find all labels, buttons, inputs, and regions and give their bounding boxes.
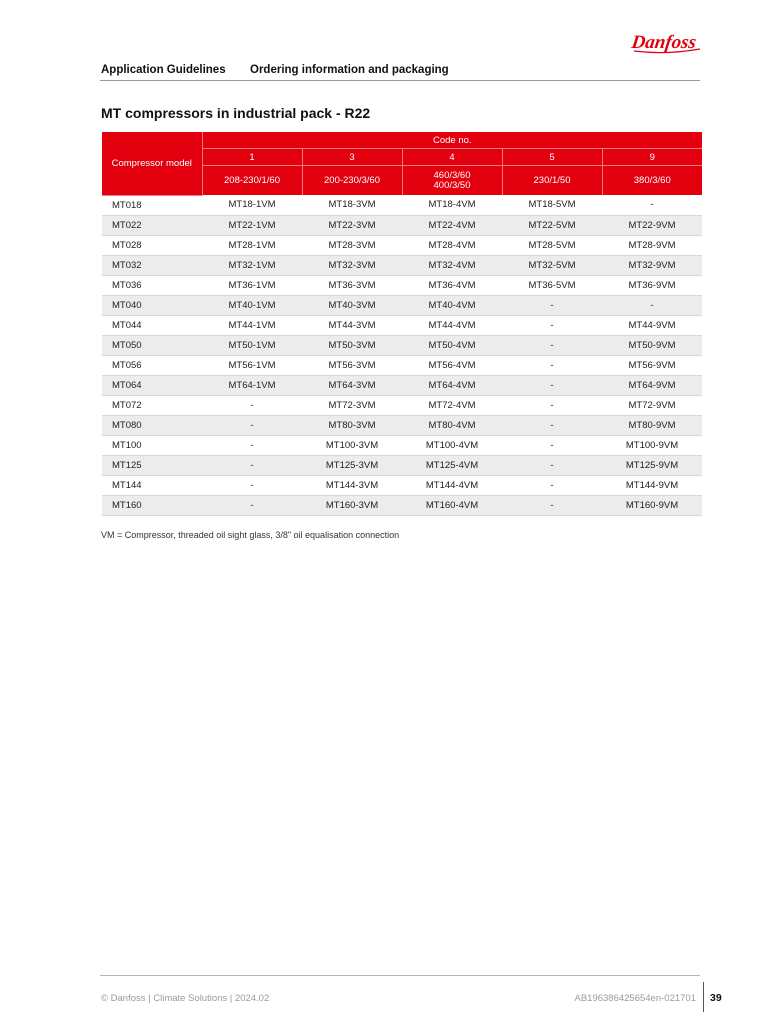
- model-cell: MT036: [102, 275, 202, 295]
- code-cell: MT160-9VM: [602, 495, 702, 515]
- code-cell: -: [202, 495, 302, 515]
- code-cell: MT56-1VM: [202, 355, 302, 375]
- table-row: [102, 495, 702, 515]
- code-cell: -: [502, 355, 602, 375]
- code-cell: MT36-3VM: [302, 275, 402, 295]
- code-cell: -: [202, 395, 302, 415]
- table-row: [102, 195, 702, 215]
- code-cell: MT36-5VM: [502, 275, 602, 295]
- code-cell: MT64-3VM: [302, 375, 402, 395]
- voltage-column-header: 200-230/3/60: [302, 166, 402, 196]
- table-row: [102, 275, 702, 295]
- table-footnote: VM = Compressor, threaded oil sight glass, 3/8" oil equalisation connection: [101, 530, 400, 540]
- code-cell: MT72-3VM: [302, 395, 402, 415]
- code-cell: MT28-1VM: [202, 235, 302, 255]
- code-cell: MT36-4VM: [402, 275, 502, 295]
- code-cell: MT144-4VM: [402, 475, 502, 495]
- code-cell: -: [502, 315, 602, 335]
- code-cell: MT64-9VM: [602, 375, 702, 395]
- code-cell: MT56-3VM: [302, 355, 402, 375]
- table-row: [102, 335, 702, 355]
- code-cell: MT72-4VM: [402, 395, 502, 415]
- code-cell: MT56-9VM: [602, 355, 702, 375]
- section-name: Ordering information and packaging: [250, 64, 449, 76]
- code-cell: MT50-4VM: [402, 335, 502, 355]
- code-column-header: 5: [502, 149, 602, 166]
- footer-separator: [703, 982, 704, 1012]
- model-cell: MT072: [102, 395, 202, 415]
- code-cell: MT100-3VM: [302, 435, 402, 455]
- code-cell: MT22-5VM: [502, 215, 602, 235]
- table-row: [102, 315, 702, 335]
- code-cell: MT144-3VM: [302, 475, 402, 495]
- code-cell: MT32-9VM: [602, 255, 702, 275]
- code-cell: MT36-9VM: [602, 275, 702, 295]
- footer-divider: [100, 975, 700, 976]
- document-type: Application Guidelines: [101, 64, 226, 76]
- code-cell: MT50-1VM: [202, 335, 302, 355]
- model-cell: MT160: [102, 495, 202, 515]
- code-cell: MT18-5VM: [502, 195, 602, 215]
- code-cell: MT44-9VM: [602, 315, 702, 335]
- code-cell: MT50-9VM: [602, 335, 702, 355]
- code-cell: MT100-4VM: [402, 435, 502, 455]
- table-row: [102, 235, 702, 255]
- voltage-column-header: 460/3/60 400/3/50: [402, 166, 502, 196]
- code-cell: -: [502, 455, 602, 475]
- code-cell: MT40-1VM: [202, 295, 302, 315]
- table-row: [102, 455, 702, 475]
- code-column-header: 9: [602, 149, 702, 166]
- model-cell: MT028: [102, 235, 202, 255]
- code-cell: MT80-3VM: [302, 415, 402, 435]
- code-cell: MT32-5VM: [502, 255, 602, 275]
- code-cell: MT36-1VM: [202, 275, 302, 295]
- code-cell: MT22-3VM: [302, 215, 402, 235]
- code-cell: MT22-9VM: [602, 215, 702, 235]
- voltage-column-header: 208-230/1/60: [202, 166, 302, 196]
- voltage-column-header: 380/3/60: [602, 166, 702, 196]
- code-cell: MT56-4VM: [402, 355, 502, 375]
- code-cell: -: [602, 195, 702, 215]
- table-row: [102, 215, 702, 235]
- code-cell: MT32-3VM: [302, 255, 402, 275]
- table-row: [102, 375, 702, 395]
- table-row: [102, 415, 702, 435]
- model-cell: MT064: [102, 375, 202, 395]
- code-cell: MT80-9VM: [602, 415, 702, 435]
- header-divider: [100, 80, 700, 81]
- footer-document-code: AB196386425654en-021701: [574, 993, 696, 1004]
- code-cell: MT64-1VM: [202, 375, 302, 395]
- table-row: [102, 395, 702, 415]
- code-cell: MT28-3VM: [302, 235, 402, 255]
- code-cell: -: [502, 335, 602, 355]
- code-cell: -: [502, 395, 602, 415]
- page-number: 39: [710, 992, 722, 1004]
- model-cell: MT125: [102, 455, 202, 475]
- danfoss-logo: [628, 27, 704, 57]
- ordering-codes-table: [102, 132, 702, 516]
- code-cell: MT80-4VM: [402, 415, 502, 435]
- code-cell: -: [502, 495, 602, 515]
- code-cell: -: [502, 375, 602, 395]
- compressor-model-header: Compressor model: [102, 132, 202, 195]
- table-row: [102, 355, 702, 375]
- code-cell: MT22-4VM: [402, 215, 502, 235]
- code-column-header: 4: [402, 149, 502, 166]
- code-cell: MT100-9VM: [602, 435, 702, 455]
- code-cell: MT28-4VM: [402, 235, 502, 255]
- table-row: [102, 435, 702, 455]
- voltage-column-header: 230/1/50: [502, 166, 602, 196]
- footer-copyright: © Danfoss | Climate Solutions | 2024.02: [101, 993, 270, 1004]
- model-cell: MT022: [102, 215, 202, 235]
- code-cell: -: [602, 295, 702, 315]
- model-cell: MT018: [102, 195, 202, 215]
- code-cell: -: [502, 415, 602, 435]
- code-cell: MT32-1VM: [202, 255, 302, 275]
- table-row: [102, 255, 702, 275]
- code-cell: -: [202, 455, 302, 475]
- code-cell: MT144-9VM: [602, 475, 702, 495]
- code-cell: MT125-3VM: [302, 455, 402, 475]
- code-cell: -: [502, 475, 602, 495]
- code-cell: -: [502, 295, 602, 315]
- danfoss-logo-text: Danfoss: [630, 32, 698, 53]
- code-cell: MT64-4VM: [402, 375, 502, 395]
- code-cell: MT18-1VM: [202, 195, 302, 215]
- code-cell: MT28-9VM: [602, 235, 702, 255]
- code-cell: -: [202, 475, 302, 495]
- code-cell: -: [202, 435, 302, 455]
- model-cell: MT144: [102, 475, 202, 495]
- code-column-header: 1: [202, 149, 302, 166]
- model-cell: MT044: [102, 315, 202, 335]
- model-cell: MT056: [102, 355, 202, 375]
- code-cell: MT18-3VM: [302, 195, 402, 215]
- code-cell: -: [202, 415, 302, 435]
- code-cell: MT22-1VM: [202, 215, 302, 235]
- code-cell: MT125-4VM: [402, 455, 502, 475]
- page-title: MT compressors in industrial pack - R22: [101, 105, 371, 121]
- code-cell: MT50-3VM: [302, 335, 402, 355]
- code-cell: MT44-1VM: [202, 315, 302, 335]
- code-cell: MT40-4VM: [402, 295, 502, 315]
- model-cell: MT050: [102, 335, 202, 355]
- code-cell: MT160-3VM: [302, 495, 402, 515]
- code-cell: -: [502, 435, 602, 455]
- code-column-header: 3: [302, 149, 402, 166]
- code-cell: MT44-3VM: [302, 315, 402, 335]
- table-row: [102, 475, 702, 495]
- code-cell: MT160-4VM: [402, 495, 502, 515]
- code-cell: MT32-4VM: [402, 255, 502, 275]
- table-row: [102, 295, 702, 315]
- model-cell: MT032: [102, 255, 202, 275]
- code-cell: MT28-5VM: [502, 235, 602, 255]
- code-cell: MT72-9VM: [602, 395, 702, 415]
- model-cell: MT040: [102, 295, 202, 315]
- model-cell: MT080: [102, 415, 202, 435]
- code-cell: MT125-9VM: [602, 455, 702, 475]
- model-cell: MT100: [102, 435, 202, 455]
- code-cell: MT18-4VM: [402, 195, 502, 215]
- code-cell: MT40-3VM: [302, 295, 402, 315]
- code-number-header: Code no.: [202, 132, 702, 149]
- code-cell: MT44-4VM: [402, 315, 502, 335]
